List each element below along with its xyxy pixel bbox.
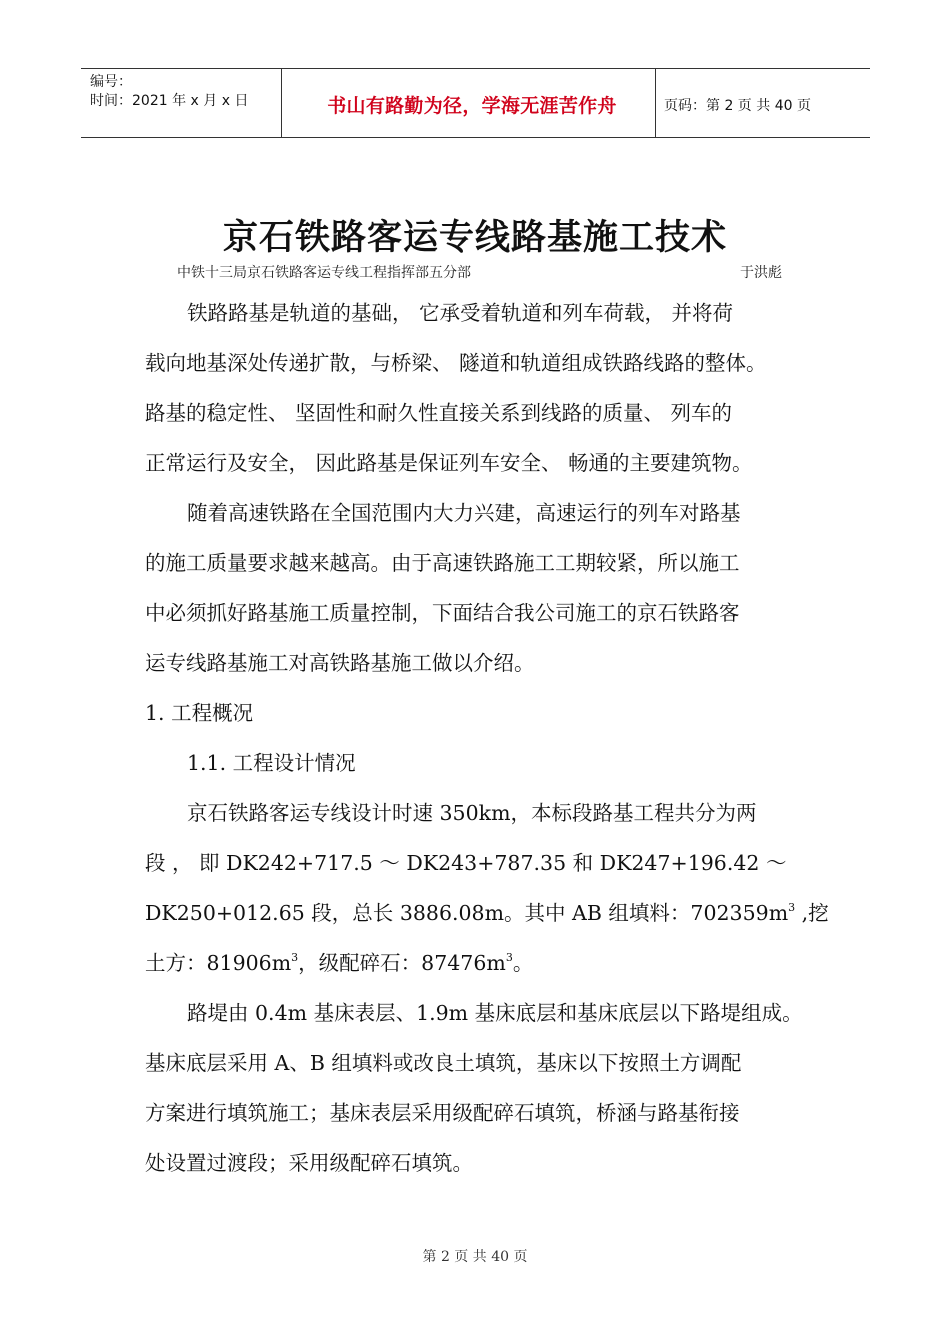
- paragraph-line: [145, 946, 533, 976]
- number-label: 编号：: [90, 74, 132, 90]
- superscript: 3: [788, 901, 796, 914]
- paragraph-line: 京石铁路客运专线设计时速 350km，本标段路基工程共分为两: [187, 801, 757, 825]
- paragraph-line: [145, 896, 829, 926]
- superscript: 3: [505, 951, 513, 964]
- paragraph-line: 正常运行及安全， 因此路基是保证列车安全、 畅通的主要建筑物。: [145, 451, 753, 475]
- author-organization: 中铁十三局京石铁路客运专线工程指挥部五分部: [177, 265, 471, 281]
- author-name: 于洪彪: [740, 265, 782, 281]
- subsection-heading: 1.1. 工程设计情况: [187, 751, 356, 775]
- paragraph-line: 铁路路基是轨道的基础， 它承受着轨道和列车荷载， 并将荷: [187, 301, 734, 325]
- page-footer: 第 2 页 共 40 页: [422, 1249, 528, 1265]
- line-text: DK250+012.65 段，总长 3886.08m。其中 AB 组填料：702359m: [145, 901, 789, 925]
- header-page-info: 页码：第 2 页 共 40 页: [664, 98, 811, 114]
- page-header: [81, 68, 870, 138]
- line-text: ,挖: [795, 901, 829, 925]
- time-label: 时间：2021 年 x 月 x 日: [90, 93, 249, 109]
- paragraph-line: 路堤由 0.4m 基床表层、1.9m 基床底层和基床底层以下路堤组成。: [187, 1001, 803, 1025]
- paragraph-line: 方案进行填筑施工；基床表层采用级配碎石填筑，桥涵与路基衔接: [145, 1101, 740, 1125]
- superscript: 3: [291, 951, 299, 964]
- paragraph-line: 随着高速铁路在全国范围内大力兴建，高速运行的列车对路基: [187, 501, 741, 525]
- line-text: ，级配碎石：87476m: [298, 951, 506, 975]
- paragraph-line: 运专线路基施工对高铁路基施工做以介绍。: [145, 651, 535, 675]
- paragraph-line: 中必须抓好路基施工质量控制，下面结合我公司施工的京石铁路客: [145, 601, 740, 625]
- document-title: 京石铁路客运专线路基施工技术: [222, 217, 727, 258]
- header-left-cell: [90, 73, 248, 111]
- paragraph-line: 载向地基深处传递扩散，与桥梁、 隧道和轨道组成铁路线路的整体。: [145, 351, 767, 375]
- line-text: 。: [512, 951, 534, 975]
- motto: 书山有路勤为径，学海无涯苦作舟: [327, 95, 617, 117]
- paragraph-line: 基床底层采用 A、B 组填料或改良土填筑，基床以下按照土方调配: [145, 1051, 742, 1075]
- paragraph-line: 段 ， 即 DK242+717.5 ～ DK243+787.35 和 DK247+196.42 ～: [145, 851, 787, 875]
- paragraph-line: 路基的稳定性、 坚固性和耐久性直接关系到线路的质量、 列车的: [145, 401, 733, 425]
- section-heading: 1. 工程概况: [145, 701, 254, 725]
- paragraph-line: 的施工质量要求越来越高。由于高速铁路施工工期较紧，所以施工: [145, 551, 740, 575]
- paragraph-line: 处设置过渡段；采用级配碎石填筑。: [145, 1151, 473, 1175]
- line-text: 土方：81906m: [145, 951, 292, 975]
